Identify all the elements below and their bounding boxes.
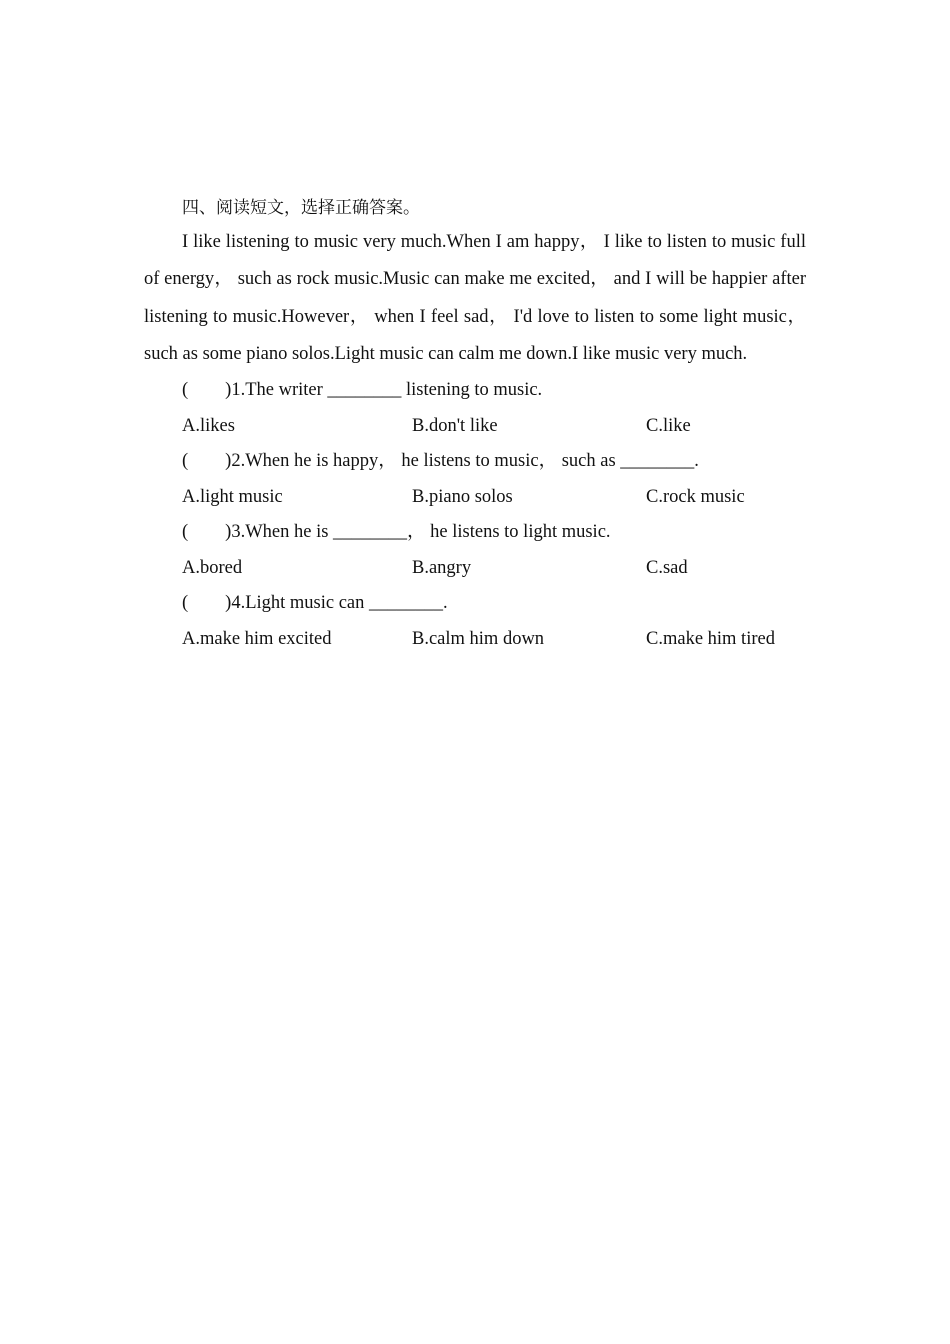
option-a: A.bored (182, 557, 243, 578)
question-stem: ( )2.When he is happy， he listens to music， such as ________. (182, 451, 699, 472)
option-c: C.sad (646, 557, 688, 578)
question-stem: ( )1.The writer ________ listening to music. (182, 380, 543, 401)
section-heading: 四、阅读短文，选择正确答案。 (182, 198, 420, 218)
option-c: C.rock music (646, 486, 745, 507)
question-2 (144, 444, 806, 515)
option-a: A.light music (182, 486, 283, 507)
reading-passage: I like listening to music very much.When I am happy， I like to listen to music full of energy， such as rock music.Music can make me excited， and I will be happier after listening to music.However， when I feel sad， I'd love to listen to some light music， such as some piano solos.Light music can calm me down.I like music very much. (144, 232, 806, 364)
question-4 (144, 586, 806, 657)
question-stem: ( )3.When he is ________， he listens to light music. (182, 522, 611, 543)
option-c: C.make him tired (646, 628, 775, 649)
option-b: B.piano solos (412, 486, 513, 507)
question-stem: ( )4.Light music can ________. (182, 593, 448, 614)
option-b: B.calm him down (412, 628, 545, 649)
question-1 (144, 373, 806, 444)
option-a: A.make him excited (182, 628, 332, 649)
answer-options (144, 622, 806, 658)
answer-options (144, 480, 806, 516)
answer-options (144, 409, 806, 445)
option-a: A.likes (182, 415, 235, 436)
option-b: B.angry (412, 557, 472, 578)
option-b: B.don't like (412, 415, 498, 436)
worksheet-page (144, 192, 806, 657)
question-3 (144, 515, 806, 586)
answer-options (144, 551, 806, 587)
option-c: C.like (646, 415, 691, 436)
